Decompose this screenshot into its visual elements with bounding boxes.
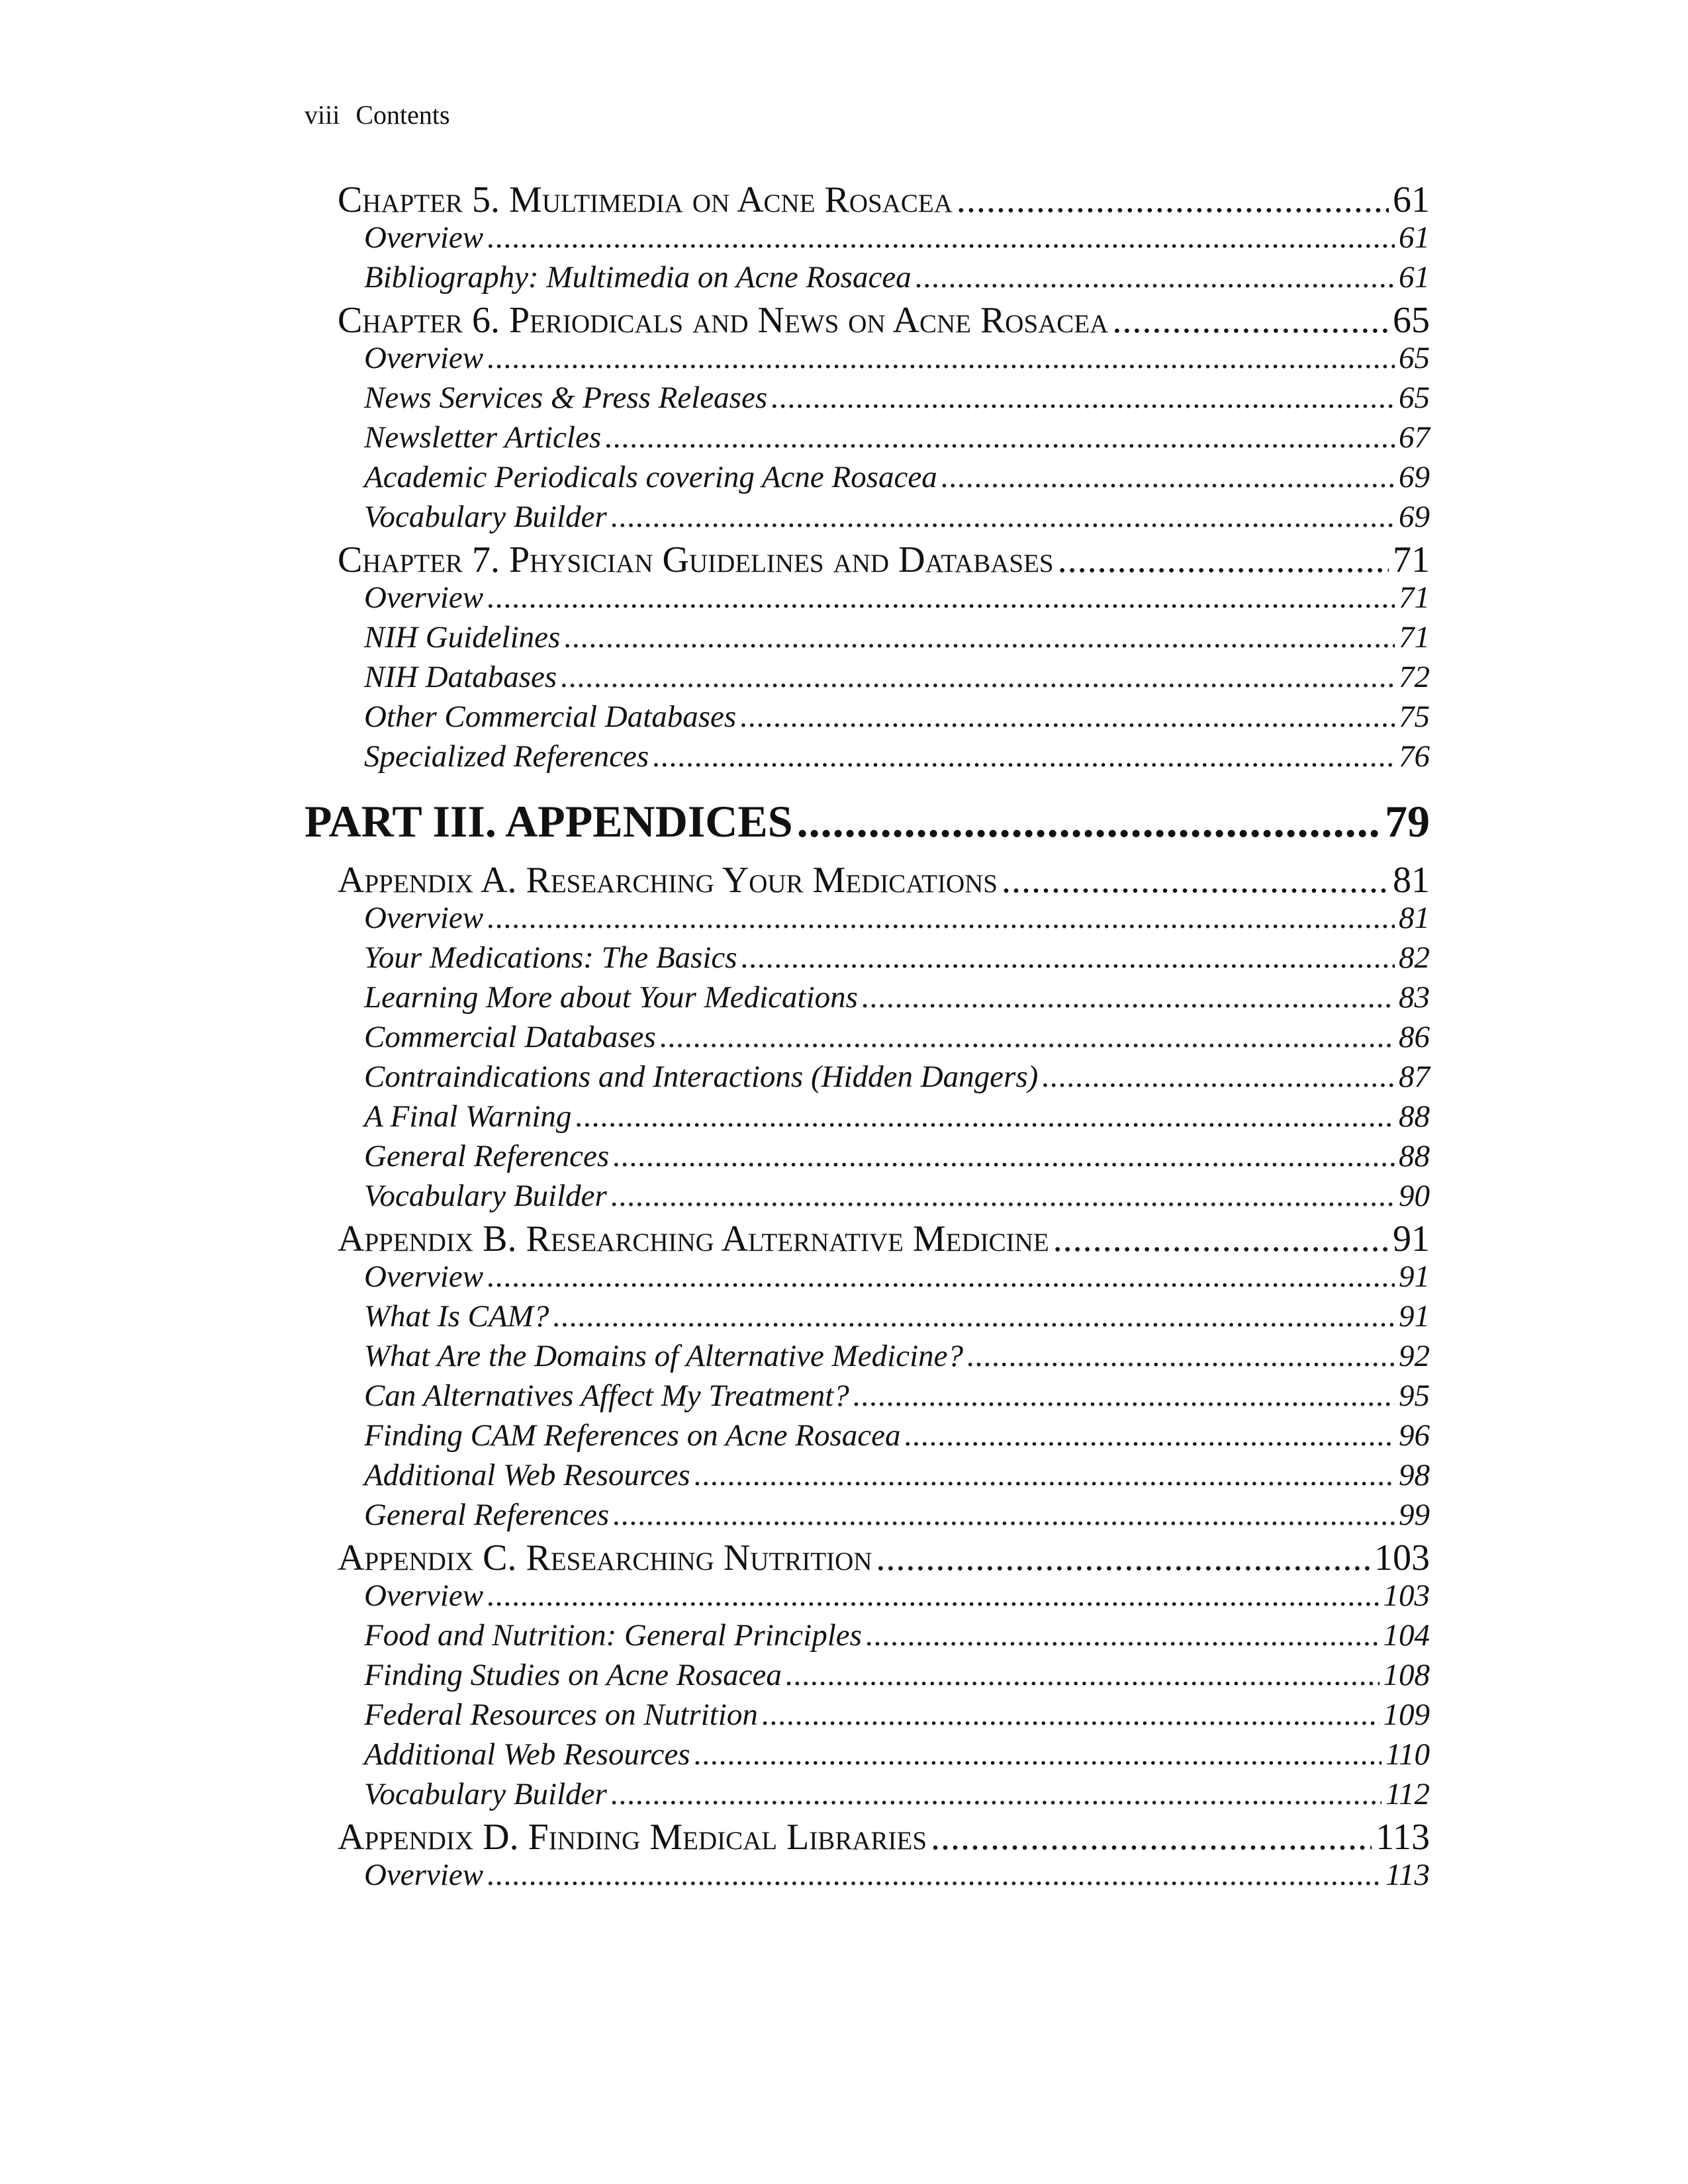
toc-entry-page: 91 — [1393, 1218, 1430, 1259]
toc-entry-page: 65 — [1399, 341, 1430, 375]
toc-entry-page: 87 — [1399, 1060, 1430, 1094]
dot-leader — [1053, 1218, 1389, 1260]
toc-entry-title: Overview — [364, 1259, 484, 1294]
toc-entry-page: 113 — [1385, 1858, 1430, 1892]
toc-entry-page: 88 — [1399, 1099, 1430, 1134]
table-of-contents — [305, 179, 1430, 1897]
toc-entry-page: 69 — [1399, 460, 1430, 494]
toc-section[interactable] — [305, 699, 1430, 739]
dot-leader — [653, 739, 1395, 774]
dot-leader — [957, 179, 1389, 221]
dot-leader — [1042, 1059, 1395, 1095]
toc-chapter[interactable] — [305, 1218, 1430, 1259]
toc-chapter[interactable] — [305, 1816, 1430, 1857]
dot-leader — [1058, 539, 1389, 581]
toc-part[interactable] — [305, 796, 1430, 859]
dot-leader — [694, 1737, 1382, 1772]
dot-leader — [741, 940, 1395, 976]
toc-section[interactable] — [305, 940, 1430, 979]
dot-leader — [613, 1138, 1395, 1174]
toc-chapter[interactable] — [305, 859, 1430, 900]
toc-entry-page: 83 — [1399, 980, 1430, 1015]
toc-entry-title: Other Commercial Databases — [364, 700, 737, 734]
dot-leader — [931, 1816, 1372, 1858]
toc-entry-title: Overview — [364, 1858, 484, 1892]
toc-entry-title: Federal Resources on Nutrition — [364, 1698, 758, 1732]
toc-section[interactable] — [305, 420, 1430, 459]
toc-entry-page: 67 — [1399, 420, 1430, 455]
toc-entry-title: Academic Periodicals covering Acne Rosacea — [364, 460, 937, 494]
toc-entry-page: 88 — [1399, 1139, 1430, 1173]
toc-section[interactable] — [305, 1298, 1430, 1338]
toc-entry-page: 79 — [1385, 796, 1430, 846]
toc-chapter[interactable] — [305, 539, 1430, 580]
dot-leader — [915, 259, 1395, 295]
toc-section[interactable] — [305, 1657, 1430, 1697]
dot-leader — [862, 979, 1395, 1015]
toc-section[interactable] — [305, 459, 1430, 499]
toc-section[interactable] — [305, 1457, 1430, 1497]
toc-entry-title: Appendix D. Finding Medical Libraries — [338, 1817, 927, 1858]
dot-leader — [1002, 859, 1389, 901]
toc-entry-title: Overview — [364, 1578, 484, 1613]
toc-entry-title: What Is CAM? — [364, 1299, 549, 1334]
toc-section[interactable] — [305, 580, 1430, 619]
dot-leader — [967, 1338, 1395, 1374]
toc-section[interactable] — [305, 1497, 1430, 1537]
toc-section[interactable] — [305, 900, 1430, 940]
toc-chapter[interactable] — [305, 299, 1430, 340]
toc-entry-page: 82 — [1399, 940, 1430, 975]
dot-leader — [853, 1378, 1395, 1414]
toc-entry-page: 65 — [1393, 300, 1430, 341]
dot-leader — [797, 796, 1381, 848]
toc-entry-title: Additional Web Resources — [364, 1737, 690, 1772]
toc-section[interactable] — [305, 1418, 1430, 1457]
dot-leader — [876, 1537, 1370, 1579]
toc-section[interactable] — [305, 1578, 1430, 1617]
toc-entry-page: 108 — [1383, 1658, 1430, 1692]
toc-entry-title: Overview — [364, 220, 484, 255]
toc-entry-page: 91 — [1399, 1299, 1430, 1334]
toc-entry-page: 72 — [1399, 660, 1430, 694]
toc-entry-title: News Services & Press Releases — [364, 381, 768, 415]
toc-entry-title: Appendix B. Researching Alternative Medicine — [338, 1218, 1049, 1259]
toc-entry-title: NIH Guidelines — [364, 620, 561, 655]
toc-section[interactable] — [305, 1857, 1430, 1897]
dot-leader — [694, 1457, 1395, 1493]
toc-entry-page: 90 — [1399, 1179, 1430, 1213]
toc-entry-title: Food and Nutrition: General Principles — [364, 1618, 862, 1653]
toc-entry-title: Finding Studies on Acne Rosacea — [364, 1658, 782, 1692]
dot-leader — [487, 1578, 1379, 1614]
dot-leader — [613, 1497, 1395, 1533]
toc-entry-title: Learning More about Your Medications — [364, 980, 858, 1015]
toc-entry-title: Finding CAM References on Acne Rosacea — [364, 1418, 901, 1453]
toc-section[interactable] — [305, 340, 1430, 380]
dot-leader — [487, 1259, 1395, 1295]
toc-section[interactable] — [305, 619, 1430, 659]
toc-entry-title: A Final Warning — [364, 1099, 572, 1134]
toc-entry-page: 71 — [1399, 580, 1430, 615]
dot-leader — [866, 1617, 1380, 1653]
toc-section[interactable] — [305, 1697, 1430, 1737]
toc-entry-page: 99 — [1399, 1498, 1430, 1532]
dot-leader — [605, 420, 1395, 455]
toc-entry-page: 61 — [1399, 260, 1430, 295]
dot-leader — [771, 380, 1395, 416]
toc-entry-title: Vocabulary Builder — [364, 1777, 607, 1811]
toc-entry-page: 109 — [1383, 1698, 1430, 1732]
toc-entry-page: 103 — [1374, 1537, 1430, 1578]
toc-entry-page: 75 — [1399, 700, 1430, 734]
toc-entry-title: General References — [364, 1139, 610, 1173]
dot-leader — [611, 1178, 1395, 1214]
dot-leader — [487, 1857, 1382, 1893]
toc-section[interactable] — [305, 659, 1430, 699]
toc-entry-title: Vocabulary Builder — [364, 500, 607, 534]
dot-leader — [487, 340, 1395, 376]
dot-leader — [762, 1697, 1380, 1733]
toc-entry-title: Your Medications: The Basics — [364, 940, 737, 975]
toc-entry-title: Specialized References — [364, 739, 649, 774]
toc-entry-title: Appendix C. Researching Nutrition — [338, 1537, 872, 1578]
toc-entry-page: 91 — [1399, 1259, 1430, 1294]
toc-entry-title: Commercial Databases — [364, 1020, 656, 1054]
toc-section[interactable] — [305, 1338, 1430, 1378]
toc-entry-page: 92 — [1399, 1339, 1430, 1373]
toc-section[interactable] — [305, 1178, 1430, 1218]
toc-section[interactable] — [305, 1617, 1430, 1657]
toc-entry-title: Bibliography: Multimedia on Acne Rosacea — [364, 260, 912, 295]
toc-section[interactable] — [305, 739, 1430, 778]
toc-entry-page: 110 — [1385, 1737, 1430, 1772]
toc-entry-title: PART III. APPENDICES — [305, 796, 793, 846]
toc-entry-title: Additional Web Resources — [364, 1458, 690, 1492]
dot-leader — [564, 619, 1395, 655]
toc-section[interactable] — [305, 1019, 1430, 1059]
dot-leader — [941, 459, 1395, 495]
toc-section[interactable] — [305, 1259, 1430, 1298]
toc-chapter[interactable] — [305, 179, 1430, 220]
toc-section[interactable] — [305, 1099, 1430, 1138]
toc-entry-title: Chapter 7. Physician Guidelines and Databases — [338, 539, 1054, 580]
toc-entry-page: 65 — [1399, 381, 1430, 415]
toc-section[interactable] — [305, 979, 1430, 1019]
dot-leader — [487, 580, 1395, 615]
dot-leader — [561, 659, 1395, 695]
dot-leader — [1112, 299, 1389, 341]
toc-entry-title: Newsletter Articles — [364, 420, 602, 455]
dot-leader — [786, 1657, 1380, 1693]
toc-section[interactable] — [305, 499, 1430, 539]
dot-leader — [553, 1298, 1395, 1334]
toc-entry-page: 69 — [1399, 500, 1430, 534]
toc-chapter[interactable] — [305, 1537, 1430, 1578]
toc-section[interactable] — [305, 1378, 1430, 1418]
toc-section[interactable] — [305, 1776, 1430, 1816]
toc-entry-page: 113 — [1376, 1817, 1430, 1858]
toc-entry-title: Overview — [364, 580, 484, 615]
toc-entry-page: 61 — [1399, 220, 1430, 255]
dot-leader — [905, 1418, 1395, 1453]
toc-entry-page: 95 — [1399, 1379, 1430, 1413]
dot-leader — [740, 699, 1395, 735]
toc-entry-page: 71 — [1393, 539, 1430, 580]
toc-entry-page: 112 — [1385, 1777, 1430, 1811]
toc-section[interactable] — [305, 220, 1430, 259]
toc-section[interactable] — [305, 380, 1430, 420]
toc-entry-title: Can Alternatives Affect My Treatment? — [364, 1379, 849, 1413]
running-title: Contents — [355, 100, 450, 130]
dot-leader — [611, 499, 1395, 535]
toc-entry-page: 103 — [1383, 1578, 1430, 1613]
toc-section[interactable] — [305, 259, 1430, 299]
toc-entry-page: 76 — [1399, 739, 1430, 774]
toc-entry-title: Chapter 6. Periodicals and News on Acne Rosacea — [338, 300, 1109, 341]
dot-leader — [611, 1776, 1382, 1812]
dot-leader — [660, 1019, 1395, 1055]
toc-entry-page: 71 — [1399, 620, 1430, 655]
page-number: viii — [305, 100, 340, 130]
toc-entry-title: Overview — [364, 341, 484, 375]
dot-leader — [487, 900, 1395, 936]
toc-entry-page: 61 — [1393, 179, 1430, 220]
toc-entry-page: 96 — [1399, 1418, 1430, 1453]
running-head — [305, 99, 450, 130]
toc-entry-page: 104 — [1383, 1618, 1430, 1653]
toc-entry-page: 86 — [1399, 1020, 1430, 1054]
toc-entry-page: 81 — [1393, 860, 1430, 901]
toc-entry-title: Contraindications and Interactions (Hidden Dangers) — [364, 1060, 1039, 1094]
toc-entry-title: General References — [364, 1498, 610, 1532]
toc-entry-title: Chapter 5. Multimedia on Acne Rosacea — [338, 179, 953, 220]
toc-entry-page: 81 — [1399, 901, 1430, 935]
dot-leader — [575, 1099, 1395, 1134]
toc-entry-page: 98 — [1399, 1458, 1430, 1492]
toc-section[interactable] — [305, 1737, 1430, 1776]
toc-entry-title: What Are the Domains of Alternative Medicine? — [364, 1339, 964, 1373]
toc-entry-title: NIH Databases — [364, 660, 557, 694]
toc-entry-title: Vocabulary Builder — [364, 1179, 607, 1213]
toc-section[interactable] — [305, 1138, 1430, 1178]
toc-entry-title: Overview — [364, 901, 484, 935]
dot-leader — [487, 220, 1395, 255]
toc-entry-title: Appendix A. Researching Your Medications — [338, 860, 998, 901]
toc-section[interactable] — [305, 1059, 1430, 1099]
